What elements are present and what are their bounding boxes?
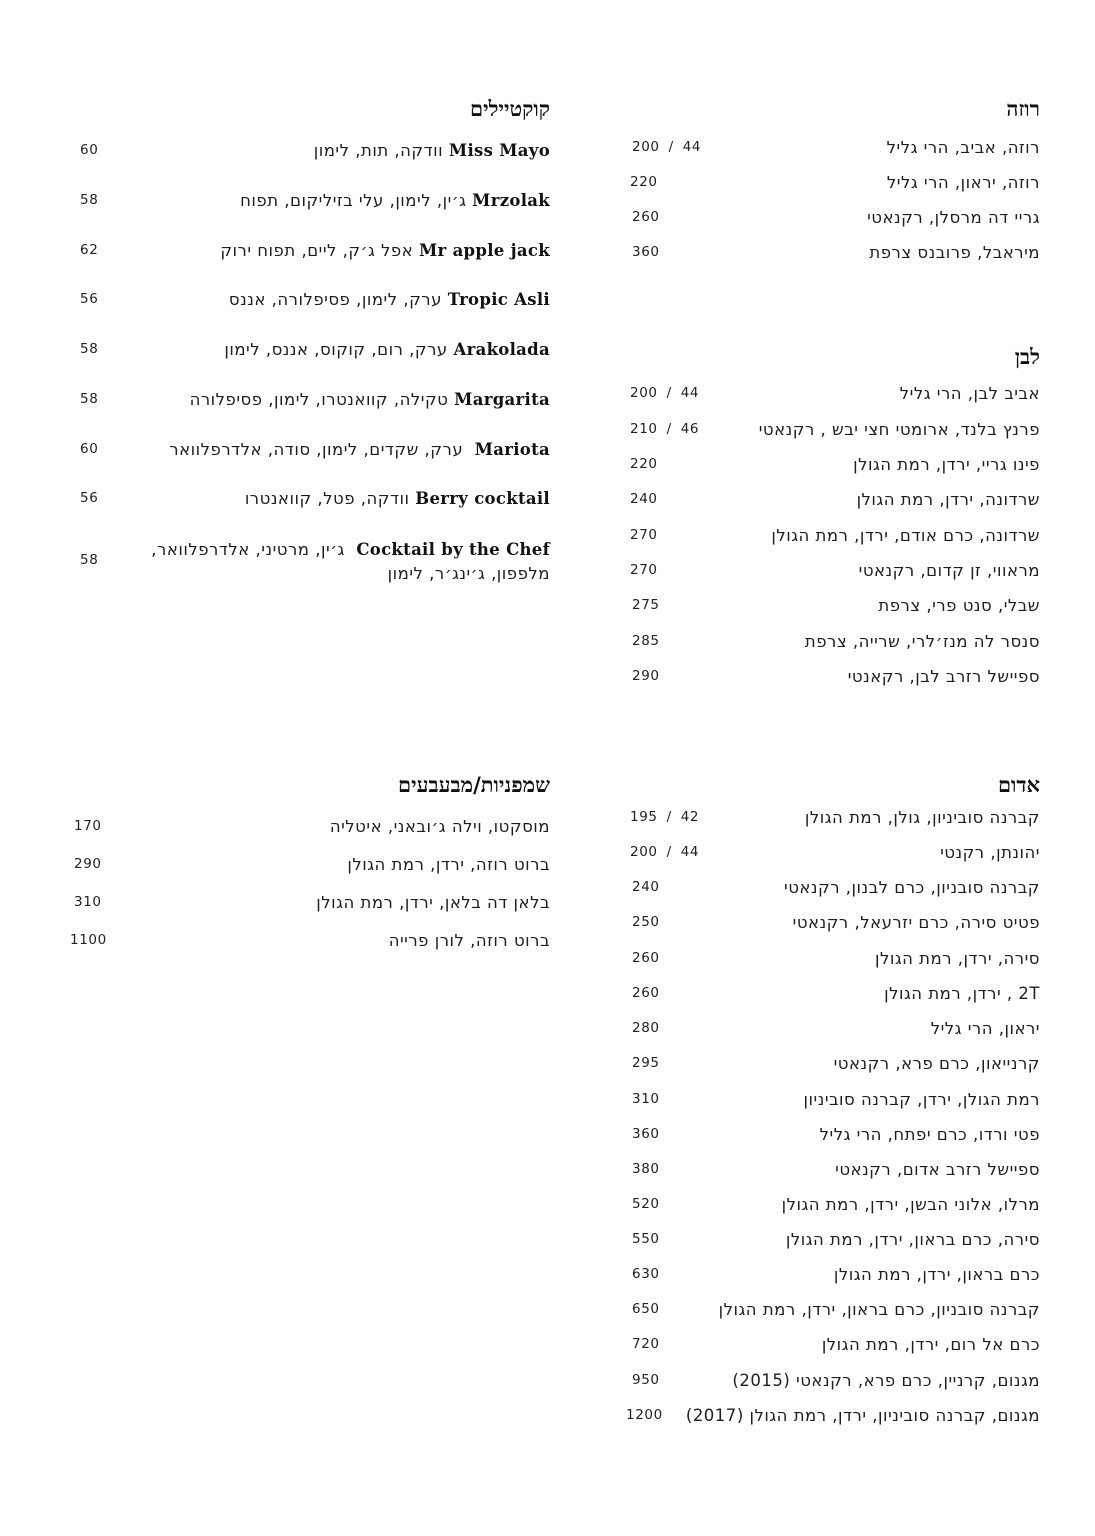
wine-row bbox=[620, 1054, 1040, 1088]
bottle-price: 295 bbox=[632, 1055, 660, 1071]
wine-row bbox=[620, 667, 1040, 701]
cocktail-price: 58 bbox=[80, 192, 99, 208]
wine-row bbox=[620, 384, 1040, 418]
red-heading: אדום bbox=[997, 772, 1040, 797]
wine-row bbox=[620, 173, 1040, 207]
wine-name: מרלו, אלוני הבשן, ירדן, רמת הגולן bbox=[781, 1195, 1040, 1214]
white-heading: לבן bbox=[1014, 344, 1040, 369]
bottle-price: 250 bbox=[632, 914, 660, 930]
cocktail-description bbox=[240, 191, 550, 210]
cocktail-row bbox=[60, 191, 550, 225]
cocktails-section bbox=[60, 96, 550, 596]
glass-price: 44 bbox=[680, 385, 700, 401]
wine-name: ספיישל רזרב אדום, רקנאטי bbox=[835, 1160, 1040, 1179]
wine-row bbox=[620, 984, 1040, 1018]
cocktail-description bbox=[229, 290, 550, 309]
cocktail-row bbox=[60, 390, 550, 424]
bottle-price: 195 bbox=[630, 809, 658, 825]
glass-price: 42 bbox=[680, 809, 700, 825]
bottle-price: 950 bbox=[632, 1372, 660, 1388]
wine-name: מגנום, קרניין, כרם פרא, רקנאטי (2015) bbox=[732, 1371, 1040, 1390]
wine-row bbox=[620, 1265, 1040, 1299]
rose-heading: רוזה bbox=[1006, 96, 1040, 121]
wine-row bbox=[620, 913, 1040, 947]
cocktail-row bbox=[60, 340, 550, 374]
cocktail-name: Mr apple jack bbox=[418, 241, 550, 260]
wine-name: אביב לבן, הרי גליל bbox=[899, 384, 1040, 403]
bottle-price: 200 bbox=[630, 844, 658, 860]
bottle-price: 360 bbox=[632, 1126, 660, 1142]
sparkling-price: 290 bbox=[74, 856, 102, 872]
cocktails-heading: קוקטיילים bbox=[470, 96, 550, 121]
bottle-price: 550 bbox=[632, 1231, 660, 1247]
wine-name: שרדונה, ירדן, רמת הגולן bbox=[856, 490, 1040, 509]
wine-row bbox=[620, 1335, 1040, 1369]
wine-row bbox=[620, 1230, 1040, 1264]
wine-row bbox=[620, 808, 1040, 842]
wine-row bbox=[620, 1406, 1040, 1440]
wine-row bbox=[620, 596, 1040, 630]
wine-row bbox=[620, 949, 1040, 983]
cocktail-description bbox=[224, 340, 550, 359]
cocktail-ingredients: וודקה, תות, לימון bbox=[313, 141, 444, 160]
wine-row bbox=[620, 1019, 1040, 1053]
bottle-price: 280 bbox=[632, 1020, 660, 1036]
wine-price bbox=[632, 139, 701, 155]
white-section bbox=[620, 344, 1040, 694]
cocktail-name: Arakolada bbox=[453, 340, 550, 359]
wine-name: מיראבל, פרובנס צרפת bbox=[869, 243, 1040, 262]
cocktail-ingredients-line2: מלפפון, ג׳ינג׳ר, לימון bbox=[387, 564, 550, 583]
wine-price bbox=[630, 385, 699, 401]
bottle-price: 200 bbox=[632, 139, 660, 155]
wine-price bbox=[630, 421, 699, 437]
bottle-price: 290 bbox=[632, 668, 660, 684]
cocktail-ingredients: טקילה, קוואנטרו, לימון, פסיפלורה bbox=[189, 390, 449, 409]
wine-row bbox=[620, 1195, 1040, 1229]
cocktail-ingredients: וודקה, פטל, קוואנטרו bbox=[244, 489, 410, 508]
sparkling-name: מוסקטו, וילה ג׳ובאני, איטליה bbox=[329, 817, 550, 836]
cocktail-ingredients: ערק, לימון, פסיפלורה, אננס bbox=[228, 290, 442, 309]
wine-row bbox=[620, 632, 1040, 666]
sparkling-name: בלאן דה בלאן, ירדן, רמת הגולן bbox=[316, 893, 550, 912]
wine-row bbox=[620, 878, 1040, 912]
bottle-price: 270 bbox=[630, 527, 658, 543]
bottle-price: 220 bbox=[630, 174, 658, 190]
wine-row bbox=[620, 1160, 1040, 1194]
wine-row bbox=[620, 1125, 1040, 1159]
wine-row bbox=[620, 455, 1040, 489]
sparkling-name: ברוט רוזה, לורן פרייה bbox=[388, 931, 550, 950]
wine-name: 2T , ירדן, רמת הגולן bbox=[884, 984, 1040, 1003]
bottle-price: 275 bbox=[632, 597, 660, 613]
wine-row bbox=[620, 420, 1040, 454]
cocktail-description bbox=[190, 390, 550, 409]
wine-price bbox=[630, 809, 699, 825]
wine-name: פינו גריי, ירדן, רמת הגולן bbox=[853, 455, 1040, 474]
wine-name: יראון, הרי גליל bbox=[930, 1019, 1040, 1038]
cocktail-description bbox=[169, 440, 550, 459]
cocktail-price: 58 bbox=[80, 341, 99, 357]
bottle-price: 270 bbox=[630, 562, 658, 578]
price-separator: / bbox=[668, 139, 674, 155]
wine-row bbox=[620, 561, 1040, 595]
wine-row bbox=[620, 843, 1040, 877]
red-section bbox=[620, 772, 1040, 1437]
cocktail-name: Berry cocktail bbox=[415, 489, 550, 508]
wine-name: שבלי, סנט פרי, צרפת bbox=[878, 596, 1040, 615]
wine-name: מגנום, קברנה סוביניון, ירדן, רמת הגולן (2017) bbox=[685, 1406, 1040, 1425]
wine-name: קברנה סוביניון, גולן, רמת הגולן bbox=[804, 808, 1040, 827]
price-separator: / bbox=[666, 844, 672, 860]
sparkling-heading: שמפניות/מבעבעים bbox=[398, 772, 550, 797]
wine-name: פרנץ בלנד, ארומטי חצי יבש , רקנאטי bbox=[758, 420, 1040, 439]
bottle-price: 1200 bbox=[626, 1407, 663, 1423]
cocktail-name: Tropic Asli bbox=[447, 290, 550, 309]
rose-section bbox=[620, 96, 1040, 276]
cocktail-name: Miss Mayo bbox=[448, 141, 550, 160]
wine-name: ספיישל רזרב לבן, רקאנטי bbox=[847, 667, 1040, 686]
cocktail-name: Mrzolak bbox=[472, 191, 550, 210]
price-separator: / bbox=[666, 385, 672, 401]
wine-row bbox=[620, 490, 1040, 524]
wine-name: סירה, כרם בראון, ירדן, רמת הגולן bbox=[785, 1230, 1040, 1249]
price-separator: / bbox=[666, 809, 672, 825]
wine-name: רמת הגולן, ירדן, קברנה סוביניון bbox=[803, 1090, 1040, 1109]
wine-name: קברנה סובניון, כרם בראון, ירדן, רמת הגולן bbox=[718, 1300, 1040, 1319]
cocktail-name: Mariota bbox=[474, 440, 550, 459]
sparkling-price: 170 bbox=[74, 818, 102, 834]
glass-price: 44 bbox=[682, 139, 702, 155]
cocktail-ingredients: ג׳ין, מרטיני, אלדרפלוואר, bbox=[151, 540, 345, 559]
sparkling-row bbox=[60, 893, 550, 927]
wine-row bbox=[620, 1090, 1040, 1124]
wine-name: רוזה, יראון, הרי גליל bbox=[886, 173, 1040, 192]
cocktail-description bbox=[151, 538, 550, 586]
bottle-price: 360 bbox=[632, 244, 660, 260]
bottle-price: 220 bbox=[630, 456, 658, 472]
cocktail-ingredients: אפל ג׳ק, ליים, תפוח ירוק bbox=[220, 241, 414, 260]
wine-row bbox=[620, 1371, 1040, 1405]
wine-name: כרם אל רום, ירדן, רמת הגולן bbox=[821, 1335, 1040, 1354]
cocktail-price: 58 bbox=[80, 552, 99, 568]
wine-name: קברנה סובניון, כרם לבנון, רקנאטי bbox=[784, 878, 1040, 897]
sparkling-row bbox=[60, 817, 550, 851]
bottle-price: 260 bbox=[632, 950, 660, 966]
cocktail-description bbox=[220, 241, 550, 260]
wine-name: רוזה, אביב, הרי גליל bbox=[886, 138, 1040, 157]
bottle-price: 260 bbox=[632, 209, 660, 225]
sparkling-row bbox=[60, 855, 550, 889]
bottle-price: 650 bbox=[632, 1301, 660, 1317]
wine-price bbox=[630, 844, 699, 860]
wine-name: יהונתן, רקנטי bbox=[940, 843, 1040, 862]
bottle-price: 210 bbox=[630, 421, 658, 437]
wine-row bbox=[620, 138, 1040, 172]
cocktail-name: Margarita bbox=[454, 390, 550, 409]
wine-name: מראווי, זן קדום, רקנאטי bbox=[858, 561, 1040, 580]
wine-name: גריי דה מרסלן, רקנאטי bbox=[867, 208, 1040, 227]
wine-name: קרנייאון, כרם פרא, רקנאטי bbox=[833, 1054, 1040, 1073]
sparkling-row bbox=[60, 931, 550, 965]
bottle-price: 285 bbox=[632, 633, 660, 649]
cocktail-price: 60 bbox=[80, 441, 99, 457]
cocktail-ingredients: ערק, שקדים, לימון, סודה, אלדרפלוואר bbox=[169, 440, 464, 459]
wine-name: סירה, ירדן, רמת הגולן bbox=[874, 949, 1040, 968]
bottle-price: 310 bbox=[632, 1091, 660, 1107]
cocktail-description bbox=[314, 141, 550, 160]
wine-row bbox=[620, 208, 1040, 242]
cocktail-ingredients: ג׳ין, לימון, עלי בזיליקום, תפוח bbox=[240, 191, 467, 210]
bottle-price: 380 bbox=[632, 1161, 660, 1177]
glass-price: 46 bbox=[680, 421, 700, 437]
bottle-price: 630 bbox=[632, 1266, 660, 1282]
cocktail-price: 56 bbox=[80, 490, 99, 506]
cocktail-price: 56 bbox=[80, 291, 99, 307]
cocktail-ingredients: ערק, רום, קוקוס, אננס, לימון bbox=[224, 340, 448, 359]
cocktail-price: 60 bbox=[80, 142, 99, 158]
sparkling-price: 310 bbox=[74, 894, 102, 910]
bottle-price: 520 bbox=[632, 1196, 660, 1212]
wine-row bbox=[620, 1300, 1040, 1334]
wine-name: סנסר לה מנז׳לרי, שרייה, צרפת bbox=[804, 632, 1040, 651]
cocktail-price: 62 bbox=[80, 242, 99, 258]
wine-name: כרם בראון, ירדן, רמת הגולן bbox=[833, 1265, 1040, 1284]
bottle-price: 720 bbox=[632, 1336, 660, 1352]
cocktail-price: 58 bbox=[80, 391, 99, 407]
bottle-price: 240 bbox=[630, 491, 658, 507]
bottle-price: 200 bbox=[630, 385, 658, 401]
wine-row bbox=[620, 526, 1040, 560]
cocktail-row bbox=[60, 440, 550, 474]
cocktail-row bbox=[60, 241, 550, 275]
price-separator: / bbox=[666, 421, 672, 437]
glass-price: 44 bbox=[680, 844, 700, 860]
cocktail-description bbox=[245, 489, 550, 508]
cocktail-row bbox=[60, 540, 550, 596]
bottle-price: 260 bbox=[632, 985, 660, 1001]
wine-name: פטיט סירה, כרם יזרעאל, רקנאטי bbox=[792, 913, 1040, 932]
cocktail-row bbox=[60, 141, 550, 175]
cocktail-name: Cocktail by the Chef bbox=[356, 540, 550, 559]
wine-name: שרדונה, כרם אודם, ירדן, רמת הגולן bbox=[771, 526, 1040, 545]
sparkling-price: 1100 bbox=[70, 932, 107, 948]
wine-name: פטי ורדו, כרם יפתח, הרי גליל bbox=[819, 1125, 1040, 1144]
bottle-price: 240 bbox=[632, 879, 660, 895]
cocktail-row bbox=[60, 290, 550, 324]
wine-row bbox=[620, 243, 1040, 277]
sparkling-name: ברוט רוזה, ירדן, רמת הגולן bbox=[347, 855, 550, 874]
sparkling-section bbox=[60, 772, 550, 962]
cocktail-row bbox=[60, 489, 550, 523]
